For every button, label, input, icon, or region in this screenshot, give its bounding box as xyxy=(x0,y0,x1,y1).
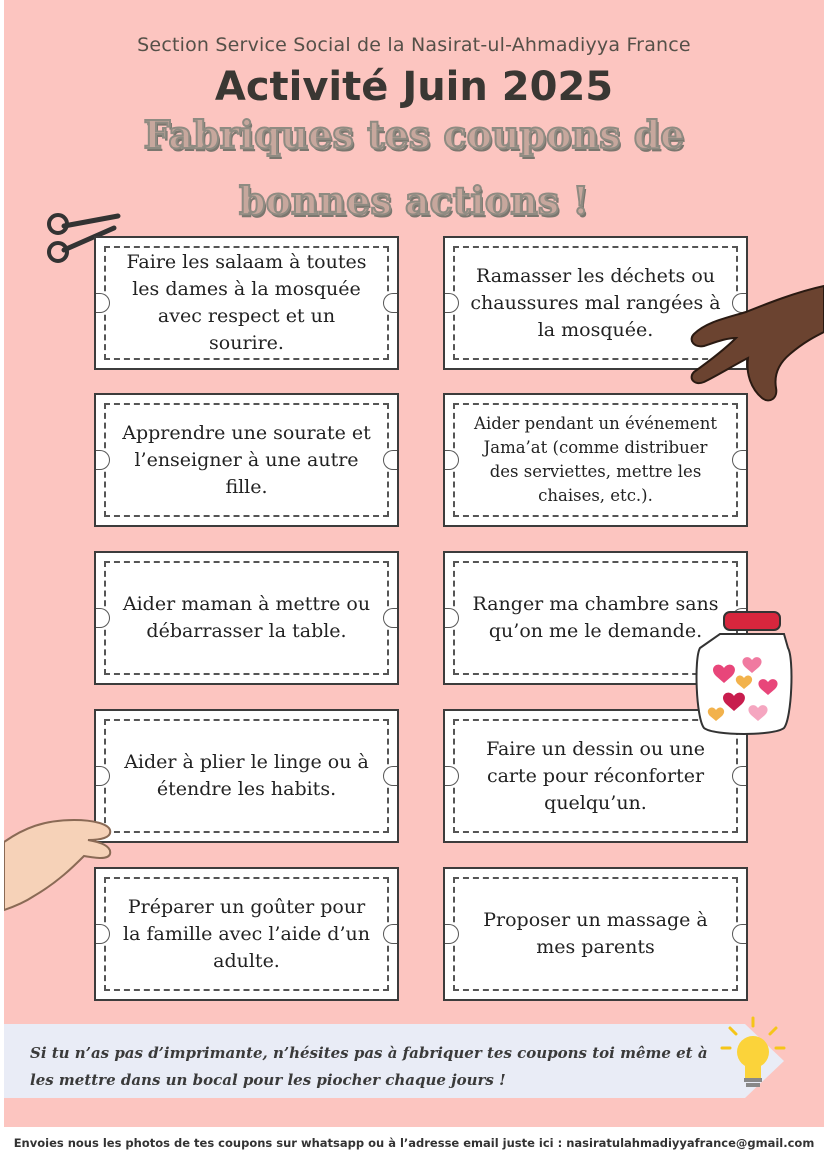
coupon-text: Aider à plier le linge ou à étendre les habits. xyxy=(124,751,369,800)
coupon-10 xyxy=(443,867,748,1001)
footer-contact: Envoies nous les photos de tes coupons sur whatsapp ou à l’adresse email juste ici : nasiratulahmadiyyafrance@gmail.com xyxy=(13,1136,815,1150)
lightbulb-icon xyxy=(720,1016,786,1092)
coupon-text: Proposer un massage à mes parents xyxy=(483,909,708,958)
coupon-text: Ramasser les déchets ou chaussures mal rangées à la mosquée. xyxy=(470,264,721,341)
coupon-7 xyxy=(94,709,399,843)
coupon-text: Faire les salaam à toutes les dames à la mosquée avec respect et un sourire. xyxy=(126,251,367,354)
hand-icon xyxy=(686,282,824,404)
hand-icon xyxy=(4,812,116,912)
coupon-text: Aider pendant un événement Jama’at (comme distribuer des serviettes, mettre les chaises, etc.). xyxy=(474,414,717,505)
coupon-4 xyxy=(443,393,748,527)
coupon-5 xyxy=(94,551,399,685)
coupon-9 xyxy=(94,867,399,1001)
main-title-line-1: Fabriques tes coupons de xyxy=(143,112,685,157)
coupon-text: Aider maman à mettre ou débarrasser la table. xyxy=(122,593,371,642)
coupon-text: Faire un dessin ou une carte pour réconforter quelqu’un. xyxy=(486,737,705,814)
coupon-3 xyxy=(94,393,399,527)
heart-jar-icon xyxy=(694,608,794,738)
organization-name: Section Service Social de la Nasirat-ul-Ahmadiyya France xyxy=(137,34,691,56)
coupon-text: Apprendre une sourate et l’enseigner à une autre fille. xyxy=(122,421,371,498)
activity-title: Activité Juin 2025 xyxy=(214,64,614,110)
main-title-line-2: bonnes actions ! xyxy=(239,178,589,223)
coupon-text: Ranger ma chambre sans qu’on me le demande. xyxy=(472,593,719,642)
coupon-1 xyxy=(94,236,399,370)
poster xyxy=(4,0,824,1127)
coupon-text: Préparer un goûter pour la famille avec l’aide d’un adulte. xyxy=(123,895,370,972)
tip-text: Si tu n’as pas d’imprimante, n’hésites pas à fabriquer tes coupons toi même et à les mettre dans un bocal pour les piocher chaque jours ! xyxy=(30,1044,708,1089)
